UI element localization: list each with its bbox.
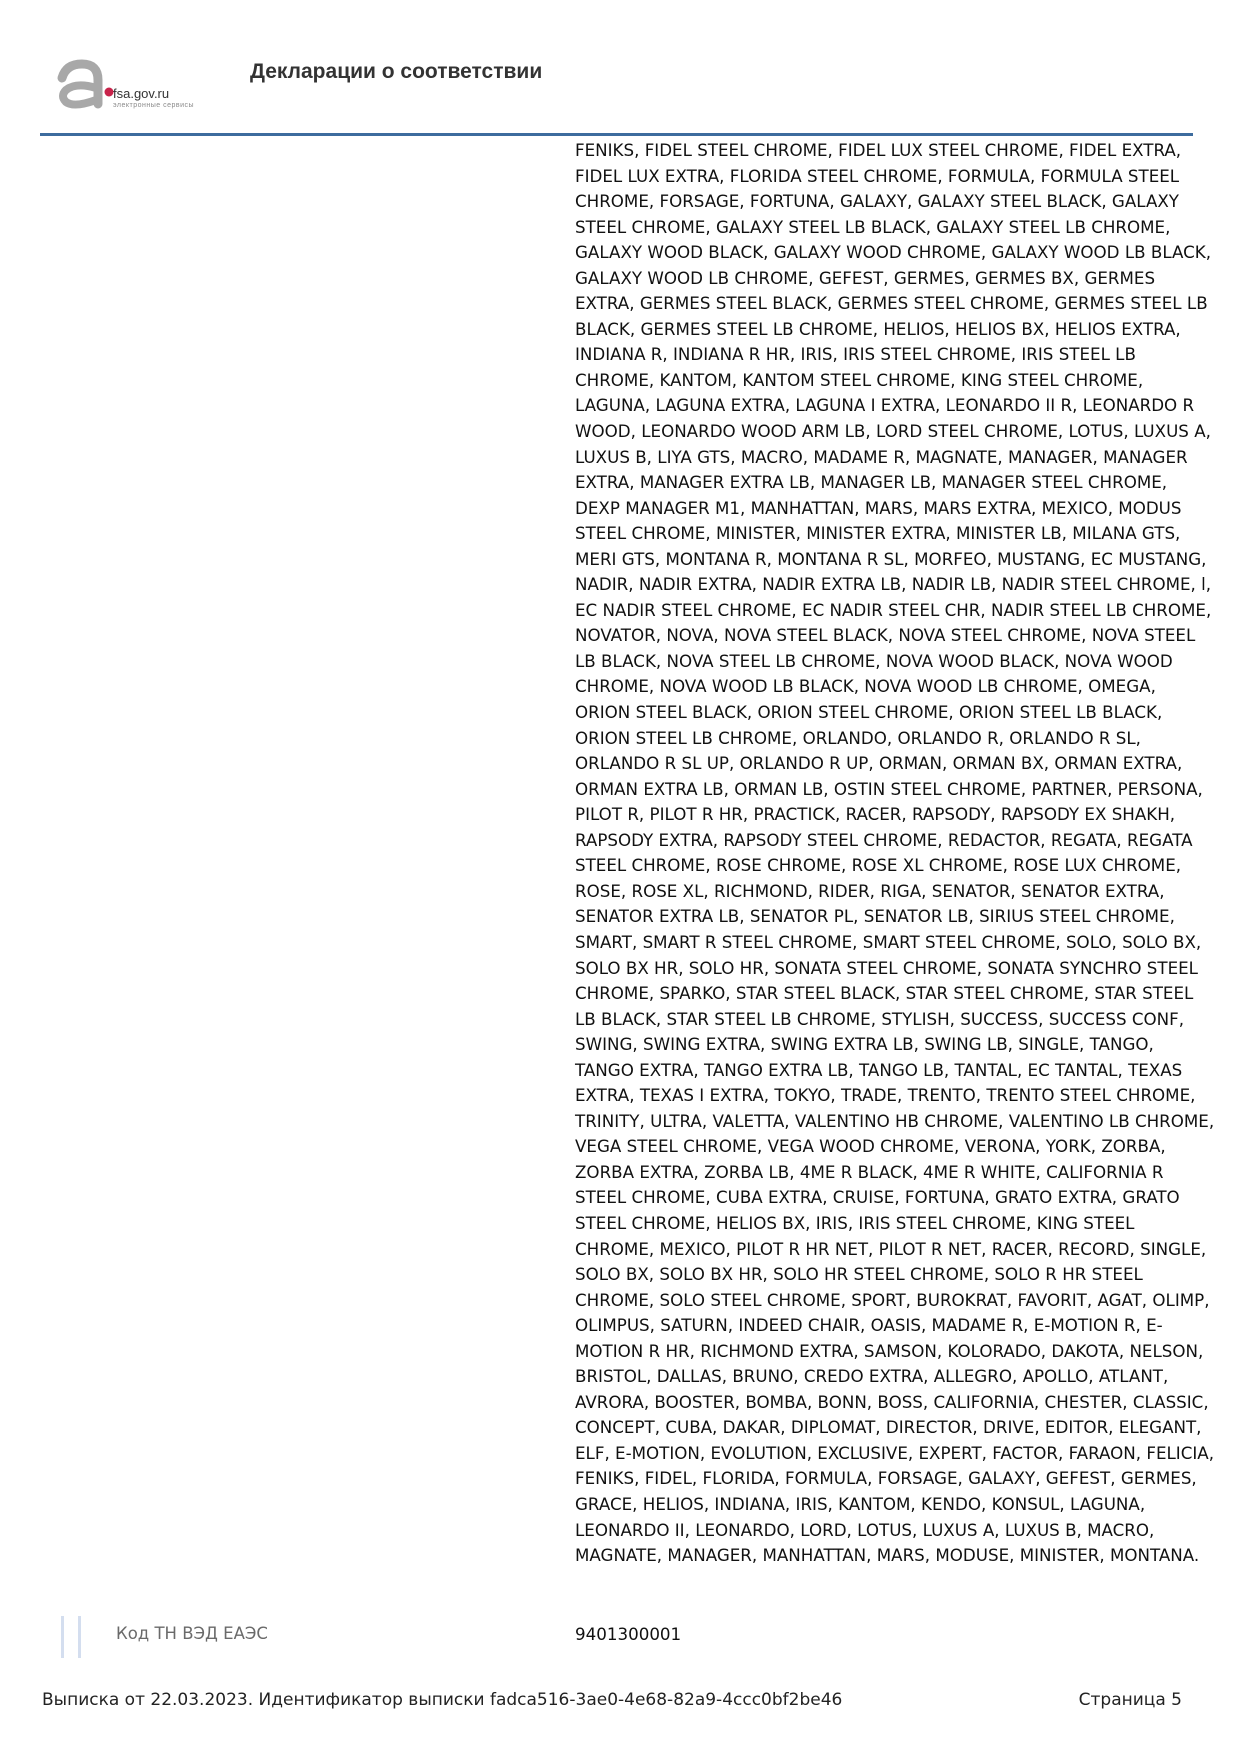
fsa-logo-mark-icon xyxy=(56,56,116,110)
logo-subtitle: электронные сервисы xyxy=(113,102,195,109)
header-divider xyxy=(40,133,1193,136)
page-title: Декларации о соответствии xyxy=(250,60,543,83)
document-header xyxy=(0,0,1240,140)
product-models-list: FENIKS, FIDEL STEEL CHROME, FIDEL LUX STEEL CHROME, FIDEL EXTRA, FIDEL LUX EXTRA, FLORIDA STEEL CHROME, FORMULA, FORMULA STEEL CHROME, FORSAGE, FORTUNA, GALAXY, GALAXY STEEL BLACK, GALAXY STEEL CHROME, GALAXY STEEL LB BLACK, GALAXY STEEL LB CHROME, GALAXY WOOD BLACK, GALAXY WOOD CHROME, GALAXY WOOD LB BLACK, GALAXY WOOD LB CHROME, GEFEST, GERMES, GERMES BX, GERMES EXTRA, GERMES STEEL BLACK, GERMES STEEL CHROME, GERMES STEEL LB BLACK, GERMES STEEL LB CHROME, HELIOS, HELIOS BX, HELIOS EXTRA, INDIANA R, INDIANA R HR, IRIS, IRIS STEEL CHROME, IRIS STEEL LB CHROME, KANTOM, KANTOM STEEL CHROME, KING STEEL CHROME, LAGUNA, LAGUNA EXTRA, LAGUNA I EXTRA, LEONARDO II R, LEONARDO R WOOD, LEONARDO WOOD ARM LB, LORD STEEL CHROME, LOTUS, LUXUS A, LUXUS B, LIYA GTS, MACRO, MADAME R, MAGNATE, MANAGER, MANAGER EXTRA, MANAGER EXTRA LB, MANAGER LB, MANAGER STEEL CHROME, DEXP MANAGER M1, MANHATTAN, MARS, MARS EXTRA, MEXICO, MODUS STEEL CHROME, MINISTER, MINISTER EXTRA, MINISTER LB, MILANA GTS, MERI GTS, MONTANA R, MONTANA R SL, MORFEO, MUSTANG, EC MUSTANG, NADIR, NADIR EXTRA, NADIR EXTRA LB, NADIR LB, NADIR STEEL CHROME, l, EC NADIR STEEL CHROME, EC NADIR STEEL CHR, NADIR STEEL LB CHROME, NOVATOR, NOVA, NOVA STEEL BLACK, NOVA STEEL CHROME, NOVA STEEL LB BLACK, NOVA STEEL LB CHROME, NOVA WOOD BLACK, NOVA WOOD CHROME, NOVA WOOD LB BLACK, NOVA WOOD LB CHROME, OMEGA, ORION STEEL BLACK, ORION STEEL CHROME, ORION STEEL LB BLACK, ORION STEEL LB CHROME, ORLANDO, ORLANDO R, ORLANDO R SL, ORLANDO R SL UP, ORLANDO R UP, ORMAN, ORMAN BX, ORMAN EXTRA, ORMAN EXTRA LB, ORMAN LB, OSTIN STEEL CHROME, PARTNER, PERSONA, PILOT R, PILOT R HR, PRACTICK, RACER, RAPSODY, RAPSODY EX SHAKH, RAPSODY EXTRA, RAPSODY STEEL CHROME, REDACTOR, REGATA, REGATA STEEL CHROME, ROSE CHROME, ROSE XL CHROME, ROSE LUX CHROME, ROSE, ROSE XL, RICHMOND, RIDER, RIGA, SENATOR, SENATOR EXTRA, SENATOR EXTRA LB, SENATOR PL, SENATOR LB, SIRIUS STEEL CHROME, SMART, SMART R STEEL CHROME, SMART STEEL CHROME, SOLO, SOLO BX, SOLO BX HR, SOLO HR, SONATA STEEL CHROME, SONATA SYNCHRO STEEL CHROME, SPARKO, STAR STEEL BLACK, STAR STEEL CHROME, STAR STEEL LB BLACK, STAR STEEL LB CHROME, STYLISH, SUCCESS, SUCCESS CONF, SWING, SWING EXTRA, SWING EXTRA LB, SWING LB, SINGLE, TANGO, TANGO EXTRA, TANGO EXTRA LB, TANGO LB, TANTAL, EC TANTAL, TEXAS EXTRA, TEXAS I EXTRA, TOKYO, TRADE, TRENTO, TRENTO STEEL CHROME, TRINITY, ULTRA, VALETTA, VALENTINO HB CHROME, VALENTINO LB CHROME, VEGA STEEL CHROME, VEGA WOOD CHROME, VERONA, YORK, ZORBA, ZORBA EXTRA, ZORBA LB, 4ME R BLACK, 4ME R WHITE, CALIFORNIA R STEEL CHROME, CUBA EXTRA, CRUISE, FORTUNA, GRATO EXTRA, GRATO STEEL CHROME, HELIOS BX, IRIS, IRIS STEEL CHROME, KING STEEL CHROME, MEXICO, PILOT R HR NET, PILOT R NET, RACER, RECORD, SINGLE, SOLO BX, SOLO BX HR, SOLO HR STEEL CHROME, SOLO R HR STEEL CHROME, SOLO STEEL CHROME, SPORT, BUROKRAT, FAVORIT, AGAT, OLIMP, OLIMPUS, SATURN, INDEED CHAIR, OASIS, MADAME R, E-MOTION R, E-MOTION R HR, RICHMOND EXTRA, SAMSON, KOLORADO, DAKOTA, NELSON, BRISTOL, DALLAS, BRUNO, CREDO EXTRA, ALLEGRO, APOLLO, ATLANT, AVRORA, BOOSTER, BOMBA, BONN, BOSS, CALIFORNIA, CHESTER, CLASSIC, CONCEPT, CUBA, DAKAR, DIPLOMAT, DIRECTOR, DRIVE, EDITOR, ELEGANT, ELF, E-MOTION, EVOLUTION, EXCLUSIVE, EXPERT, FACTOR, FARAON, FELICIA, FENIKS, FIDEL, FLORIDA, FORMULA, FORSAGE, GALAXY, GEFEST, GERMES, GRACE, HELIOS, INDIANA, IRIS, KANTOM, KENDO, KONSUL, LAGUNA, LEONARDO II, LEONARDO, LORD, LOTUS, LUXUS A, LUXUS B, MACRO, MAGNATE, MANAGER, MANHATTAN, MARS, MODUSE, MINISTER, MONTANA. xyxy=(575,140,1215,1566)
footer-extract-info: Выписка от 22.03.2023. Идентификатор выписки fadca516-3ae0-4e68-82a9-4ccc0bf2be46 xyxy=(42,1690,843,1710)
tnved-code-label: Код ТН ВЭД ЕАЭС xyxy=(116,1624,268,1643)
tnved-code-value: 9401300001 xyxy=(575,1624,682,1644)
field-marker-bar-left xyxy=(61,1616,64,1658)
field-marker-bar-right xyxy=(78,1616,81,1658)
logo-site-text: fsa.gov.ru xyxy=(113,86,170,101)
field-marker-bars xyxy=(61,1616,85,1658)
footer-page-number: Страница 5 xyxy=(1078,1690,1182,1710)
fsa-logo xyxy=(56,56,206,110)
